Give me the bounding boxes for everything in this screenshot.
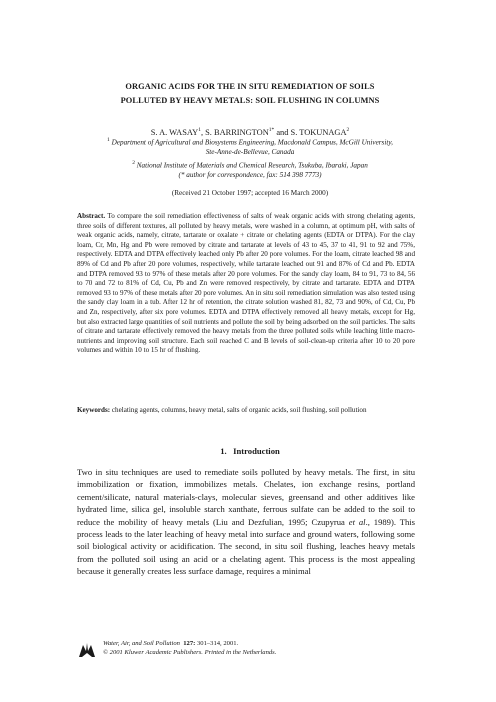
affiliation-1-number: 1 <box>107 137 110 143</box>
journal-volume: 127: <box>183 640 196 647</box>
page-footer <box>77 639 415 663</box>
copyright: © 2001 Kluwer Academic Publishers. Printed in the Netherlands. <box>103 649 277 656</box>
title-line-2: POLLUTED BY HEAVY METALS: SOIL FLUSHING IN COLUMNS <box>120 96 380 105</box>
intro-paragraph <box>77 466 415 578</box>
author-2-affil: 1* <box>268 127 275 133</box>
section-heading <box>60 445 440 457</box>
affiliation-1 <box>80 135 420 157</box>
affiliation-2 <box>80 158 420 180</box>
intro-text-part-1: Two in situ techniques are used to remediate soils polluted by heavy metals. The first, in situ immobilization or fixation, immobilizes metals. Chelates, ion exchange resins, portland cement/silicate, natural materials-clays, molecular sieves, greensand and other additives like hydrated lime, silica gel, insoluble starch xanthate, ferrous sulfate can be added to the soil to reduce the mobility of heavy metals (Liu and Dezfulian, 1995; Czupyrua <box>77 467 415 527</box>
title-line-1: ORGANIC ACIDS FOR THE IN SITU REMEDIATION OF SOILS <box>125 82 375 91</box>
received-dates: (Received 21 October 1997; accepted 16 March 2000) <box>171 189 329 197</box>
section-number: 1. <box>220 446 227 456</box>
affiliation-2-line-1: National Institute of Materials and Chemical Research, Tsukuba, Ibaraki, Japan <box>136 161 368 170</box>
affiliation-1-line-1: Department of Agricultural and Biosystems Engineering, Macdonald Campus, McGill University, <box>111 138 393 147</box>
intro-text-part-2: ., 1989). This process leads to the later leaching of heavy metal into surface and ground waters, following some soil biological activity or acidification. The second, in situ soil flushing, leaches heavy metals from the polluted soil using an acid or a chelating agent. This process is the most appealing because it generally creates less surface damage, requires a minimal <box>77 516 415 577</box>
correspondence-note: (* author for correspondence, fax: 514 398 7773) <box>178 171 322 180</box>
keywords <box>77 406 415 416</box>
author-3: and S. TOKUNAGA <box>274 127 347 137</box>
keywords-text: chelating agents, columns, heavy metal, salts of organic acids, soil flushing, soil pollution <box>111 406 367 414</box>
affiliation-2-number: 2 <box>132 160 135 166</box>
paper-title <box>60 80 440 108</box>
abstract-text: To compare the soil remediation effectiveness of salts of weak organic acids with strong chelating agents, three soils of different textures, all polluted by heavy metals, were washed in a column, at optimum pH, with salts of weak organic acids, namely, citrate, tartarate or oxalate + citrate or chelating agents (EDTA or DTPA). For the clay loam, Cr, Mn, Hg and Pb were removed by citrate and tartarate at levels of 43 to 45, 37 to 41, 91 to 92 and 75%, respectively. EDTA and DTPA effectively leached only Pb after 20 pore volumes. For the loam, citrate leached 98 and 89% of Cd and Pb after 20 pore volumes, respectively, while tartarate leached out 91 and 87% of Cd and Pb. EDTA and DTPA removed 93 to 97% of these metals after 20 pore volumes. For the sandy clay loam, 84 to 91, 73 to 84, 56 to 70 and 72 to 81% of Cd, Cu, Pb and Zn were removed respectively, by citrate and tartarate. EDTA and DTPA removed 93 to 97% of these metals after 20 pore volumes. An in situ soil remediation simulation was also tested using the sandy clay loam in a tub. After 12 hr of retention, the citrate solution washed 81, 82, 73 and 90%, of Cd, Cu, Pb and Zn, respectively, after six pore volumes. EDTA and DTPA effectively removed all heavy metals, except for Hg, but also extracted large quantities of soil nutrients and pollute the soil by being adsorbed on the soil particles. The salts of citrate and tartarate effectively removed the heavy metals from the three polluted soils while leaching little macro-nutrients and improving soil structure. Each soil reached C and B levels of soil-clean-up criteria after 10 to 20 pore volumes and within 10 to 15 hr of flushing. <box>77 212 415 355</box>
journal-pages: 301–314, 2001. <box>195 640 239 647</box>
publisher-logo-icon <box>77 641 97 659</box>
abstract-label: Abstract. <box>77 212 106 220</box>
keywords-label: Keywords: <box>77 406 111 414</box>
author-2: , S. BARRINGTON <box>200 127 269 137</box>
author-3-affil: 2 <box>346 127 350 133</box>
author-1-affil: 1 <box>198 127 201 133</box>
affiliation-1-line-2: Ste-Anne-de-Bellevue, Canada <box>205 148 295 157</box>
abstract <box>77 212 415 356</box>
intro-et-al: et al <box>348 516 366 527</box>
author-1: S. A. WASAY <box>150 127 199 137</box>
journal-name: Water, Air, and Soil Pollution <box>103 640 180 647</box>
section-title: Introduction <box>233 446 280 456</box>
